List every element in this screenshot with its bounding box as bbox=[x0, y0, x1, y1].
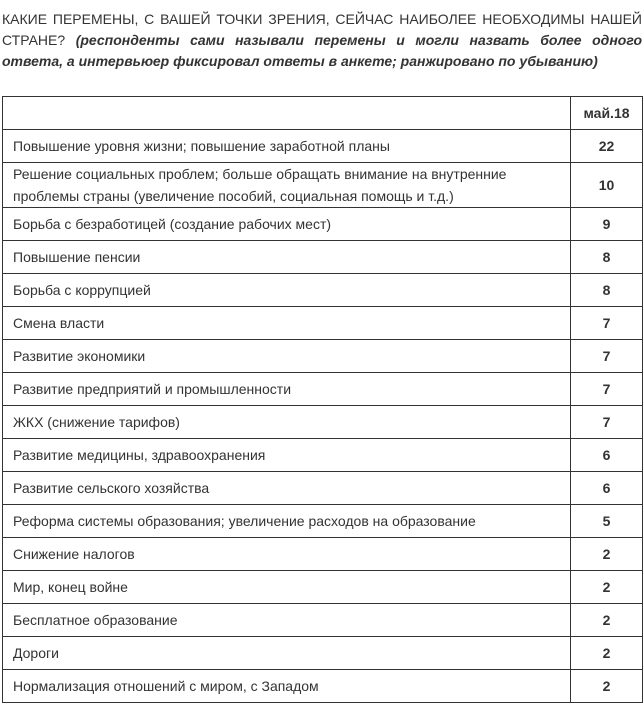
row-label: Реформа системы образования; увеличение расходов на образование bbox=[3, 505, 571, 538]
row-label: Решение социальных проблем; больше обращать внимание на внутренние проблемы страны (увеличение пособий, социальная помощь и т.д.) bbox=[3, 163, 571, 208]
row-label: Развитие сельского хозяйства bbox=[3, 472, 571, 505]
row-label: ЖКХ (снижение тарифов) bbox=[3, 406, 571, 439]
row-label: Развитие экономики bbox=[3, 340, 571, 373]
table-row bbox=[3, 604, 643, 637]
row-label: Борьба с безработицей (создание рабочих мест) bbox=[3, 208, 571, 241]
header-blank-cell bbox=[3, 97, 571, 130]
row-value: 2 bbox=[571, 637, 643, 670]
table-row bbox=[3, 637, 643, 670]
row-value: 7 bbox=[571, 307, 643, 340]
row-label: Повышение уровня жизни; повышение заработной планы bbox=[3, 130, 571, 163]
row-label: Бесплатное образование bbox=[3, 604, 571, 637]
row-value: 2 bbox=[571, 604, 643, 637]
row-label: Развитие предприятий и промышленности bbox=[3, 373, 571, 406]
table-row bbox=[3, 163, 643, 208]
row-value: 7 bbox=[571, 373, 643, 406]
row-value: 2 bbox=[571, 670, 643, 703]
table-row bbox=[3, 130, 643, 163]
table-row bbox=[3, 472, 643, 505]
row-label: Борьба с коррупцией bbox=[3, 274, 571, 307]
row-label: Смена власти bbox=[3, 307, 571, 340]
table-row bbox=[3, 439, 643, 472]
row-label: Развитие медицины, здравоохранения bbox=[3, 439, 571, 472]
table-row bbox=[3, 670, 643, 703]
row-value: 22 bbox=[571, 130, 643, 163]
table-row bbox=[3, 307, 643, 340]
results-table bbox=[2, 96, 643, 703]
question-note: (респонденты сами называли перемены и могли назвать более одного ответа, а интервьюер фиксировал ответы в анкете; ранжировано по убыванию) bbox=[2, 32, 643, 69]
row-value: 8 bbox=[571, 241, 643, 274]
row-value: 6 bbox=[571, 439, 643, 472]
table-row bbox=[3, 340, 643, 373]
table-row bbox=[3, 274, 643, 307]
table-row bbox=[3, 538, 643, 571]
row-value: 7 bbox=[571, 340, 643, 373]
table-row bbox=[3, 208, 643, 241]
table-row bbox=[3, 571, 643, 604]
table-header-row bbox=[3, 97, 643, 130]
row-value: 6 bbox=[571, 472, 643, 505]
table-row bbox=[3, 505, 643, 538]
row-label: Повышение пенсии bbox=[3, 241, 571, 274]
question-text: КАКИЕ ПЕРЕМЕНЫ, С ВАШЕЙ ТОЧКИ ЗРЕНИЯ, СЕЙЧАС НАИБОЛЕЕ НЕОБХОДИМЫ НАШЕЙ СТРАНЕ? bbox=[2, 11, 642, 48]
row-value: 8 bbox=[571, 274, 643, 307]
row-value: 10 bbox=[571, 163, 643, 208]
question-heading bbox=[2, 9, 642, 72]
row-value: 9 bbox=[571, 208, 643, 241]
table-row bbox=[3, 373, 643, 406]
row-label: Мир, конец войне bbox=[3, 571, 571, 604]
column-header-date: май.18 bbox=[571, 97, 643, 130]
row-value: 2 bbox=[571, 538, 643, 571]
row-label: Снижение налогов bbox=[3, 538, 571, 571]
row-value: 7 bbox=[571, 406, 643, 439]
row-value: 2 bbox=[571, 571, 643, 604]
table-row bbox=[3, 406, 643, 439]
table-row bbox=[3, 241, 643, 274]
row-value: 5 bbox=[571, 505, 643, 538]
row-label: Нормализация отношений с миром, с Западом bbox=[3, 670, 571, 703]
row-label: Дороги bbox=[3, 637, 571, 670]
